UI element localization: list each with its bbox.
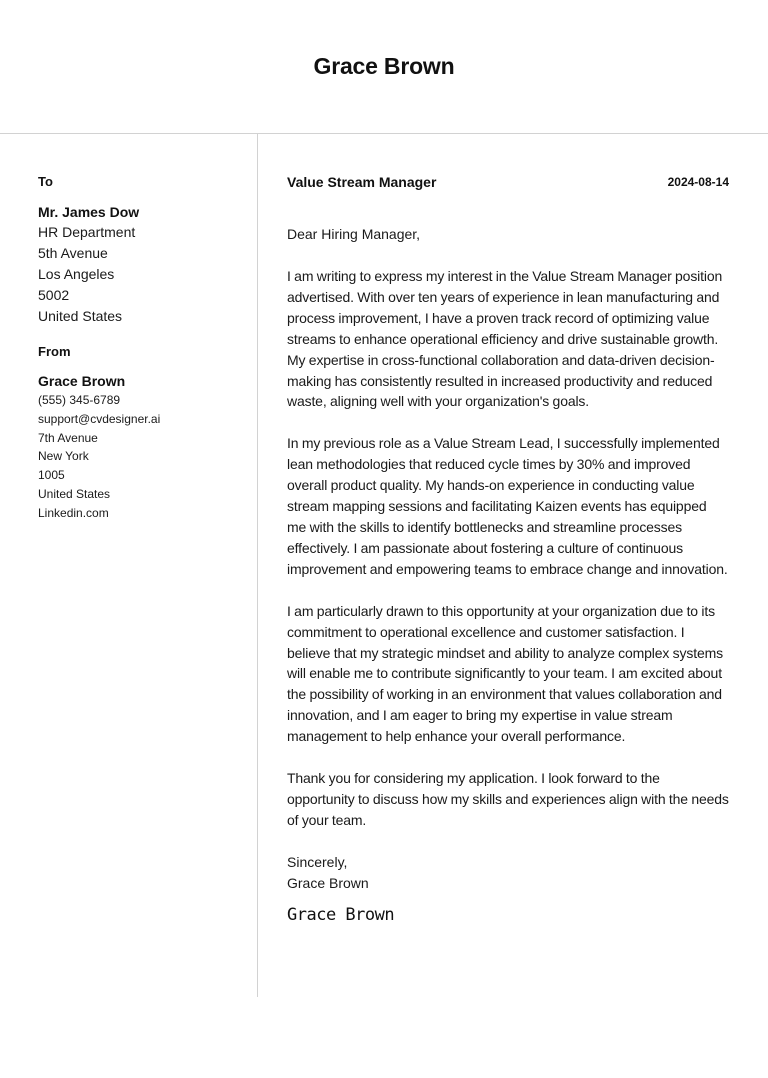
sender-postal-code: 1005 [38,468,65,483]
closing-block [287,852,729,894]
recipient-name: Mr. James Dow [38,204,140,220]
header-divider [0,133,768,134]
paragraph-motivation: I am particularly drawn to this opportunity at your organization due to its commitment to operational excellence and customer satisfaction. I believe that my strategic mindset and ability to analyze complex systems will enable me to contribute significantly to your team. I am excited about the possibility of working in an environment that values collaboration and innovation, and I am eager to bring my expertise in value stream management to help enhance your overall performance. [287,602,723,745]
sender-street: 7th Avenue [38,430,98,445]
paragraph-introduction: I am writing to express my interest in the Value Stream Manager position advertised. With over ten years of experience in lean manufacturing and process improvement, I have a proven track record of optimizing value streams to enhance operational efficiency and drive sustainable growth. My expertise in cross-functional collaboration and data-driven decision-making has consistently resulted in increased productivity and reduced waste, aligning well with your organization's goals. [287,268,723,410]
sender-name: Grace Brown [38,373,126,389]
letter-heading-row [287,174,729,192]
letter-body [287,174,729,926]
sender-phone: (555) 345-6789 [38,393,121,407]
letter-header [0,0,768,134]
recipient-city: Los Angeles [38,266,115,282]
recipient-country: United States [38,308,123,324]
signature: Grace Brown [287,904,395,925]
recipient-postal-code: 5002 [38,287,70,303]
address-sidebar [38,174,248,523]
closing-phrase: Sincerely, [287,853,348,870]
paragraph-experience: In my previous role as a Value Stream Lead, I successfully implemented lean methodologies that reduced cycle times by 30% and improved overall product quality. My hands-on experience in conducting value stream mapping sessions and facilitating Kaizen events has equipped me with the skills to identify bottlenecks and streamline processes effectively. I am passionate about fostering a culture of continuous improvement and empowering teams to embrace change and innovation. [287,435,728,577]
to-label: To [38,174,53,189]
recipient-department: HR Department [38,224,136,240]
job-title: Value Stream Manager [287,174,437,190]
letter-date: 2024-08-14 [667,175,729,189]
from-label: From [38,344,71,359]
closing-name: Grace Brown [287,874,369,891]
recipient-street: 5th Avenue [38,245,108,261]
paragraph-thanks: Thank you for considering my application. I look forward to the opportunity to discuss how my skills and experiences align with the needs of your team. [287,770,729,828]
sender-linkedin: Linkedin.com [38,505,109,520]
sender-city: New York [38,449,89,464]
applicant-name-title: Grace Brown [313,53,455,79]
salutation: Dear Hiring Manager, [287,226,421,242]
sender-country: United States [38,486,111,501]
column-divider [257,134,258,997]
sender-email: support@cvdesigner.ai [38,411,161,426]
